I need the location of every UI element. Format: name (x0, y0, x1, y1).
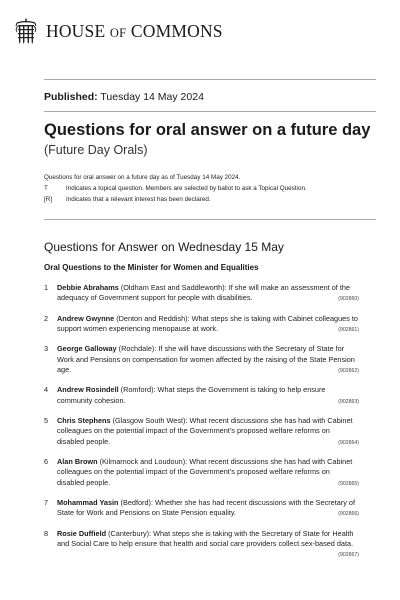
question-text: What recent discussions she has had with Cabinet colleagues on the potential impact of the Government’s proposed welfare reforms on disabled people. (57, 416, 353, 446)
question-item (44, 385, 359, 407)
question-constituency: (Bedford): (120, 498, 153, 508)
question-member: Andrew Rosindell (57, 385, 119, 395)
question-item (44, 529, 359, 562)
question-ref: (902867) (338, 552, 359, 559)
question-text: What steps the Government is taking to help ensure community cohesion. (57, 385, 326, 405)
question-constituency: (Glasgow South West): (112, 416, 188, 426)
question-ref: (902861) (338, 326, 359, 333)
wordmark-of: OF (109, 25, 127, 40)
question-item (44, 344, 359, 377)
page-subtitle: (Future Day Orals) (44, 143, 148, 157)
note-text: Indicates that a relevant interest has been declared. (66, 196, 211, 203)
note-mark: T (44, 185, 48, 192)
question-number: 8 (44, 528, 49, 538)
question-number: 5 (44, 416, 49, 426)
page-title: Questions for oral answer on a future day (44, 121, 371, 139)
questions-list (44, 283, 359, 570)
question-number: 1 (44, 283, 49, 292)
question-member: George Galloway (57, 344, 117, 354)
question-text: What steps she is taking with the Secretary of State for Health and Social Care to help ensure that health and social care providers collect sex-based data. (57, 528, 354, 548)
minister-heading: Oral Questions to the Minister for Women and Equalities (44, 263, 259, 272)
question-item (44, 416, 359, 449)
section-title: Questions for Answer on Wednesday 15 May (44, 240, 284, 254)
note-item (44, 183, 374, 194)
question-constituency: (Denton and Reddish): (116, 313, 190, 323)
house-of-commons-wordmark (46, 21, 223, 42)
question-ref: (902866) (338, 511, 359, 518)
question-ref: (902864) (338, 439, 359, 446)
question-text: If she will have discussions with the Secretary of State for Work and Pensions on compensation for women affected by the raising of the State Pension age. (57, 344, 355, 374)
question-number: 7 (44, 498, 49, 508)
question-text: What steps she is taking with Cabinet colleagues to support women experiencing menopause at work. (57, 313, 358, 333)
question-ref: (902862) (338, 367, 359, 374)
question-constituency: (Canterbury): (108, 528, 152, 538)
question-ref: (902865) (338, 480, 359, 487)
question-item (44, 283, 359, 305)
question-item (44, 457, 359, 490)
question-member: Andrew Gwynne (57, 313, 115, 323)
question-item (44, 314, 359, 336)
published-line (44, 91, 204, 103)
question-text: What recent discussions she has had with Cabinet colleagues on the potential impact of the Government’s proposed welfare reforms on disabled people. (57, 457, 353, 487)
question-member: Alan Brown (57, 457, 98, 467)
question-member: Debbie Abrahams (57, 283, 119, 292)
question-item (44, 498, 359, 520)
divider-top (44, 79, 376, 80)
question-constituency: (Kilmarnock and Loudoun): (99, 457, 188, 467)
house-of-commons-header (14, 14, 223, 48)
question-text: If she will make an assessment of the adequacy of Government support for people with disabilities. (57, 283, 350, 303)
note-text: Indicates a topical question. Members are selected by ballot to ask a Topical Question. (66, 185, 307, 192)
published-label: Published: (44, 91, 98, 103)
question-number: 3 (44, 344, 49, 354)
question-text: Whether she has had recent discussions with the Secretary of State for Work and Pensions on State Pension equality. (57, 498, 355, 518)
question-number: 6 (44, 457, 49, 467)
divider-notes (44, 219, 376, 220)
notes-block (44, 172, 374, 205)
portcullis-logo-icon (14, 17, 38, 45)
question-member: Rosie Duffield (57, 528, 107, 538)
divider-published (44, 111, 376, 112)
notes-intro: Questions for oral answer on a future day as of Tuesday 14 May 2024. (44, 174, 241, 181)
wordmark-house: HOUSE (46, 20, 106, 41)
question-number: 4 (44, 385, 49, 395)
question-constituency: (Romford): (120, 385, 156, 395)
note-mark: [R] (44, 196, 53, 203)
question-member: Mohammad Yasin (57, 498, 119, 508)
question-member: Chris Stephens (57, 416, 111, 426)
published-date: Tuesday 14 May 2024 (100, 91, 204, 103)
question-constituency: (Rochdale): (118, 344, 157, 354)
wordmark-commons: COMMONS (130, 20, 223, 41)
question-ref: (902863) (338, 398, 359, 405)
question-constituency: (Oldham East and Saddleworth): (120, 283, 227, 292)
question-number: 2 (44, 313, 49, 323)
question-ref: (902860) (338, 296, 359, 303)
note-item (44, 194, 374, 205)
